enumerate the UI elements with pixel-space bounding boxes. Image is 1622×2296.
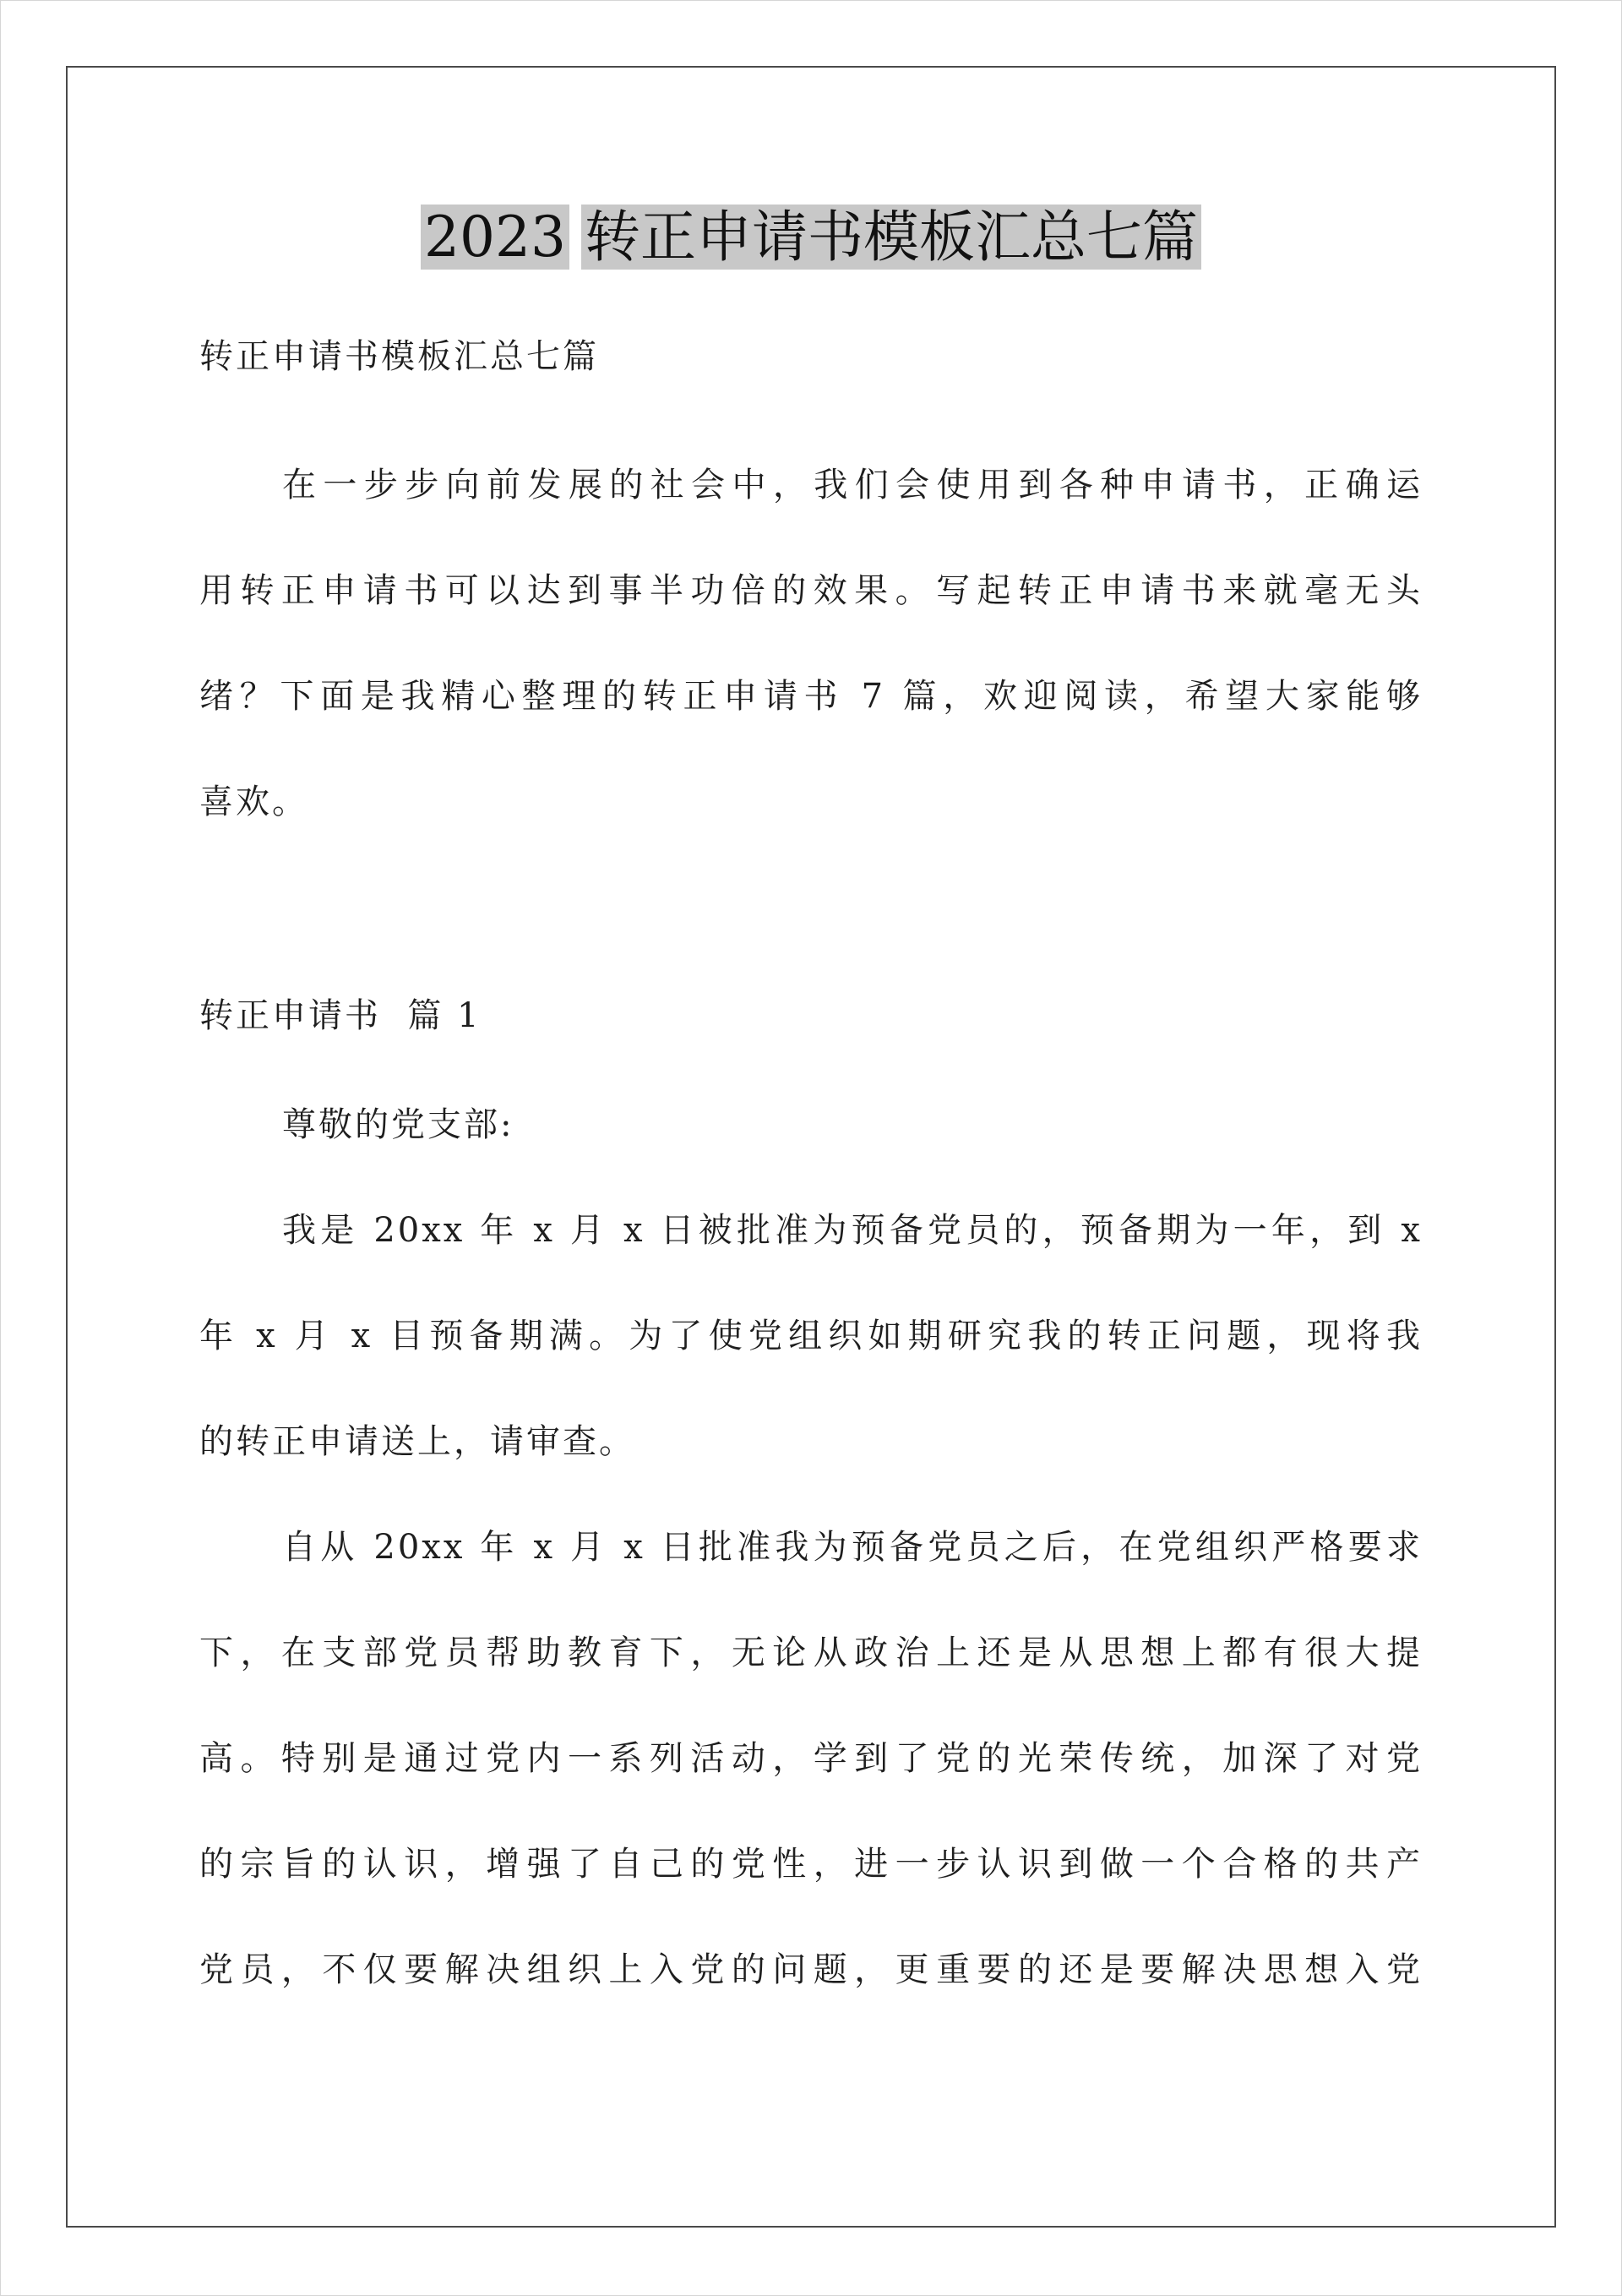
paragraph-line: 的转正申请送上，请审查。 xyxy=(199,1422,635,1461)
paragraph-line: 下，在支部党员帮助教育下，无论从政治上还是从思想上都有很大提 xyxy=(199,1633,1423,1672)
paragraph-line: 自从 20xx 年 x 月 x 日批准我为预备党员之后，在党组织严格要求 xyxy=(282,1528,1423,1567)
intro-line: 在一步步向前发展的社会中，我们会使用到各种申请书，正确运 xyxy=(282,466,1423,504)
paragraph-line: 的宗旨的认识，增强了自己的党性，进一步认识到做一个合格的共产 xyxy=(199,1845,1423,1884)
paragraph-line: 我是 20xx 年 x 月 x 日被批准为预备党员的，预备期为一年，到 x xyxy=(282,1211,1423,1250)
title-year: 2023 xyxy=(421,205,569,270)
intro-line: 喜欢。 xyxy=(199,783,308,821)
paragraph-line: 党员，不仅要解决组织上入党的问题，更重要的还是要解决思想入党 xyxy=(199,1950,1423,1989)
paragraph-line: 年 x 月 x 目预备期满。为了使党组织如期研究我的转正问题，现将我 xyxy=(199,1317,1423,1355)
paragraph-line: 高。特别是通过党内一系列活动，学到了党的光荣传统，加深了对党 xyxy=(199,1739,1423,1778)
salutation: 尊敬的党支部: xyxy=(282,1105,514,1144)
section-heading: 转正申请书 篇 1 xyxy=(199,996,482,1035)
document-title xyxy=(0,199,1622,275)
subtitle: 转正申请书模板汇总七篇 xyxy=(199,337,599,376)
intro-line: 用转正申请书可以达到事半功倍的效果。写起转正申请书来就毫无头 xyxy=(199,571,1423,610)
title-text: 转正申请书模板汇总七篇 xyxy=(581,205,1201,270)
intro-line: 绪？下面是我精心整理的转正申请书 7 篇，欢迎阅读，希望大家能够 xyxy=(199,677,1423,716)
